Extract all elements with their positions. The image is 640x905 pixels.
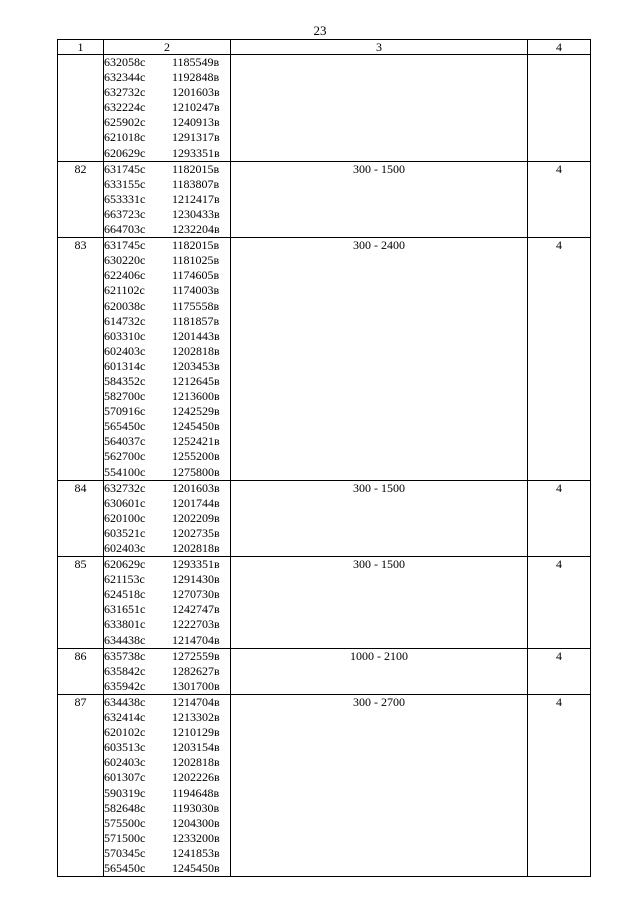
- latitude-value: 620629с: [104, 145, 146, 160]
- coordinate-pair: [104, 162, 230, 177]
- latitude-value: 633155с: [104, 176, 146, 191]
- longitude-value: 1202209в: [172, 510, 220, 525]
- latitude-value: 570916с: [104, 404, 146, 419]
- coordinate-pair: [104, 710, 230, 725]
- longitude-value: 1245450в: [172, 419, 220, 434]
- coordinate-list: [104, 480, 231, 556]
- longitude-value: 1175558в: [172, 298, 220, 313]
- header-col-2: 2: [104, 40, 231, 55]
- coordinate-pair: [104, 496, 230, 511]
- coordinate-pair: [104, 222, 230, 237]
- longitude-value: 1291430в: [172, 572, 220, 587]
- longitude-value: 1174003в: [172, 283, 220, 298]
- longitude-value: 1213302в: [172, 710, 220, 725]
- coordinate-pair: [104, 359, 230, 374]
- row-number: [58, 55, 104, 162]
- longitude-value: 1213600в: [172, 389, 220, 404]
- latitude-value: 562700с: [104, 449, 146, 464]
- latitude-value: 602403с: [104, 343, 146, 358]
- longitude-value: 1182015в: [172, 161, 220, 176]
- coordinate-pair: [104, 55, 230, 70]
- longitude-value: 1241853в: [172, 845, 220, 860]
- latitude-value: 621018с: [104, 130, 146, 145]
- coordinate-pair: [104, 344, 230, 359]
- coordinate-pair: [104, 115, 230, 130]
- latitude-value: 620102с: [104, 725, 146, 740]
- page-number: 23: [313, 23, 327, 38]
- longitude-value: 1255200в: [172, 449, 220, 464]
- coordinate-pair: [104, 740, 230, 755]
- row-number: 84: [58, 480, 104, 556]
- latitude-value: 570345с: [104, 845, 146, 860]
- latitude-value: 624518с: [104, 587, 146, 602]
- latitude-value: 614732с: [104, 313, 146, 328]
- latitude-value: 554100с: [104, 464, 146, 479]
- coordinate-list: [104, 55, 231, 162]
- longitude-value: 1203453в: [172, 358, 220, 373]
- longitude-value: 1242747в: [172, 602, 220, 617]
- latitude-value: 634438с: [104, 694, 146, 709]
- altitude-range: [231, 55, 528, 162]
- longitude-value: 1293351в: [172, 145, 220, 160]
- table-header-row: [58, 40, 591, 55]
- longitude-value: 1210247в: [172, 100, 220, 115]
- latitude-value: 632414с: [104, 710, 146, 725]
- coordinate-pair: [104, 755, 230, 770]
- latitude-value: 603521с: [104, 525, 146, 540]
- latitude-value: 621102с: [104, 283, 145, 298]
- coordinate-pair: [104, 617, 230, 632]
- longitude-value: 1233200в: [172, 830, 220, 845]
- coordinate-pair: [104, 314, 230, 329]
- table-row: [58, 694, 591, 876]
- coordinate-pair: [104, 526, 230, 541]
- longitude-value: 1183807в: [172, 176, 220, 191]
- latitude-value: 565450с: [104, 860, 146, 875]
- latitude-value: 663723с: [104, 206, 146, 221]
- coordinate-pair: [104, 679, 230, 694]
- latitude-value: 601307с: [104, 770, 146, 785]
- header-col-4: 4: [528, 40, 591, 55]
- class-value: 4: [528, 694, 591, 876]
- table-row: [58, 238, 591, 481]
- coordinate-pair: [104, 465, 230, 480]
- latitude-value: 582700с: [104, 389, 146, 404]
- coordinate-pair: [104, 602, 230, 617]
- longitude-value: 1212645в: [172, 373, 220, 388]
- class-value: 4: [528, 238, 591, 481]
- coordinate-list: [104, 648, 231, 694]
- longitude-value: 1272559в: [172, 648, 220, 663]
- longitude-value: 1245450в: [172, 860, 220, 875]
- coordinate-pair: [104, 572, 230, 587]
- longitude-value: 1203154в: [172, 740, 220, 755]
- latitude-value: 622406с: [104, 268, 146, 283]
- row-number: 82: [58, 161, 104, 237]
- altitude-range: 1000 - 2100: [231, 648, 528, 694]
- coordinate-pair: [104, 587, 230, 602]
- latitude-value: 632344с: [104, 70, 146, 85]
- latitude-value: 632732с: [104, 85, 146, 100]
- coordinate-pair: [104, 801, 230, 816]
- coordinate-pair: [104, 557, 230, 572]
- coordinate-pair: [104, 861, 230, 876]
- latitude-value: 603513с: [104, 740, 146, 755]
- longitude-value: 1293351в: [172, 557, 220, 572]
- longitude-value: 1201744в: [172, 495, 220, 510]
- class-value: 4: [528, 161, 591, 237]
- altitude-range: 300 - 1500: [231, 161, 528, 237]
- coordinate-list: [104, 161, 231, 237]
- longitude-value: 1202226в: [172, 770, 220, 785]
- longitude-value: 1202818в: [172, 343, 220, 358]
- coordinate-pair: [104, 649, 230, 664]
- coordinate-list: [104, 694, 231, 876]
- latitude-value: 632732с: [104, 480, 146, 495]
- longitude-value: 1230433в: [172, 206, 220, 221]
- longitude-value: 1174605в: [172, 268, 220, 283]
- longitude-value: 1242529в: [172, 404, 220, 419]
- coordinate-pair: [104, 207, 230, 222]
- longitude-value: 1192848в: [172, 70, 220, 85]
- class-value: 4: [528, 648, 591, 694]
- coordinate-pair: [104, 389, 230, 404]
- coordinate-pair: [104, 786, 230, 801]
- coordinate-pair: [104, 283, 230, 298]
- latitude-value: 565450с: [104, 419, 146, 434]
- coordinate-pair: [104, 481, 230, 496]
- latitude-value: 664703с: [104, 222, 146, 237]
- coordinate-pair: [104, 770, 230, 785]
- class-value: [528, 55, 591, 162]
- longitude-value: 1210129в: [172, 725, 220, 740]
- longitude-value: 1214704в: [172, 694, 220, 709]
- latitude-value: 632058с: [104, 55, 146, 69]
- longitude-value: 1240913в: [172, 115, 220, 130]
- longitude-value: 1193030в: [172, 800, 220, 815]
- latitude-value: 590319с: [104, 785, 146, 800]
- longitude-value: 1232204в: [172, 222, 220, 237]
- longitude-value: 1270730в: [172, 587, 220, 602]
- coordinate-pair: [104, 253, 230, 268]
- coordinate-pair: [104, 268, 230, 283]
- latitude-value: 602403с: [104, 755, 146, 770]
- longitude-value: 1222703в: [172, 617, 220, 632]
- latitude-value: 632224с: [104, 100, 146, 115]
- coordinate-pair: [104, 831, 230, 846]
- row-number: 86: [58, 648, 104, 694]
- table-row: [58, 557, 591, 649]
- longitude-value: 1202818в: [172, 755, 220, 770]
- coordinate-pair: [104, 846, 230, 861]
- coordinate-pair: [104, 299, 230, 314]
- header-col-3: 3: [231, 40, 528, 55]
- coordinate-pair: [104, 146, 230, 161]
- coordinate-pair: [104, 374, 230, 389]
- coordinate-pair: [104, 70, 230, 85]
- altitude-range: 300 - 2400: [231, 238, 528, 481]
- table-row: [58, 648, 591, 694]
- coordinate-pair: [104, 177, 230, 192]
- latitude-value: 630220с: [104, 253, 146, 268]
- latitude-value: 653331с: [104, 191, 146, 206]
- latitude-value: 620038с: [104, 298, 146, 313]
- altitude-range: 300 - 2700: [231, 694, 528, 876]
- coordinate-pair: [104, 633, 230, 648]
- latitude-value: 631745с: [104, 161, 146, 176]
- coordinate-pair: [104, 419, 230, 434]
- latitude-value: 603310с: [104, 328, 146, 343]
- table-row: [58, 55, 591, 162]
- latitude-value: 582648с: [104, 800, 146, 815]
- row-number: 83: [58, 238, 104, 481]
- latitude-value: 620100с: [104, 510, 146, 525]
- coordinate-pair: [104, 664, 230, 679]
- table-row: [58, 480, 591, 556]
- latitude-value: 620629с: [104, 557, 146, 572]
- coordinate-pair: [104, 541, 230, 556]
- coordinate-pair: [104, 100, 230, 115]
- longitude-value: 1212417в: [172, 191, 220, 206]
- latitude-value: 564037с: [104, 434, 146, 449]
- coordinate-pair: [104, 85, 230, 100]
- row-number: 87: [58, 694, 104, 876]
- latitude-value: 633801с: [104, 617, 146, 632]
- latitude-value: 621153с: [104, 572, 145, 587]
- longitude-value: 1202735в: [172, 525, 220, 540]
- longitude-value: 1201603в: [172, 480, 220, 495]
- longitude-value: 1252421в: [172, 434, 220, 449]
- longitude-value: 1201603в: [172, 85, 220, 100]
- longitude-value: 1275800в: [172, 464, 220, 479]
- latitude-value: 584352с: [104, 373, 146, 388]
- longitude-value: 1201443в: [172, 328, 220, 343]
- longitude-value: 1282627в: [172, 663, 220, 678]
- coordinate-pair: [104, 130, 230, 145]
- altitude-range: 300 - 1500: [231, 480, 528, 556]
- longitude-value: 1194648в: [172, 785, 220, 800]
- class-value: 4: [528, 557, 591, 649]
- coordinate-pair: [104, 434, 230, 449]
- longitude-value: 1301700в: [172, 678, 220, 693]
- longitude-value: 1214704в: [172, 632, 220, 647]
- latitude-value: 571500с: [104, 830, 146, 845]
- coordinate-pair: [104, 238, 230, 253]
- altitude-range: 300 - 1500: [231, 557, 528, 649]
- latitude-value: 634438с: [104, 632, 146, 647]
- longitude-value: 1182015в: [172, 238, 220, 253]
- coordinate-pair: [104, 725, 230, 740]
- coordinate-pair: [104, 404, 230, 419]
- latitude-value: 602403с: [104, 541, 146, 555]
- coordinate-pair: [104, 695, 230, 710]
- latitude-value: 601314с: [104, 358, 146, 373]
- latitude-value: 631651с: [104, 602, 146, 617]
- class-value: 4: [528, 480, 591, 556]
- longitude-value: 1181857в: [172, 313, 220, 328]
- table-row: [58, 161, 591, 237]
- coordinates-table: [57, 39, 591, 877]
- latitude-value: 630601с: [104, 495, 146, 510]
- longitude-value: 1204300в: [172, 815, 220, 830]
- latitude-value: 631745с: [104, 238, 146, 253]
- latitude-value: 635942с: [104, 678, 146, 693]
- coordinate-pair: [104, 449, 230, 464]
- row-number: 85: [58, 557, 104, 649]
- coordinate-pair: [104, 192, 230, 207]
- latitude-value: 625902с: [104, 115, 146, 130]
- coordinate-list: [104, 557, 231, 649]
- coordinate-list: [104, 238, 231, 481]
- longitude-value: 1291317в: [172, 130, 220, 145]
- longitude-value: 1202818в: [172, 541, 220, 555]
- coordinate-pair: [104, 329, 230, 344]
- longitude-value: 1185549в: [172, 55, 220, 69]
- latitude-value: 575500с: [104, 815, 146, 830]
- latitude-value: 635842с: [104, 663, 146, 678]
- coordinate-pair: [104, 816, 230, 831]
- header-col-1: 1: [58, 40, 104, 55]
- coordinate-pair: [104, 511, 230, 526]
- latitude-value: 635738с: [104, 648, 146, 663]
- longitude-value: 1181025в: [172, 253, 220, 268]
